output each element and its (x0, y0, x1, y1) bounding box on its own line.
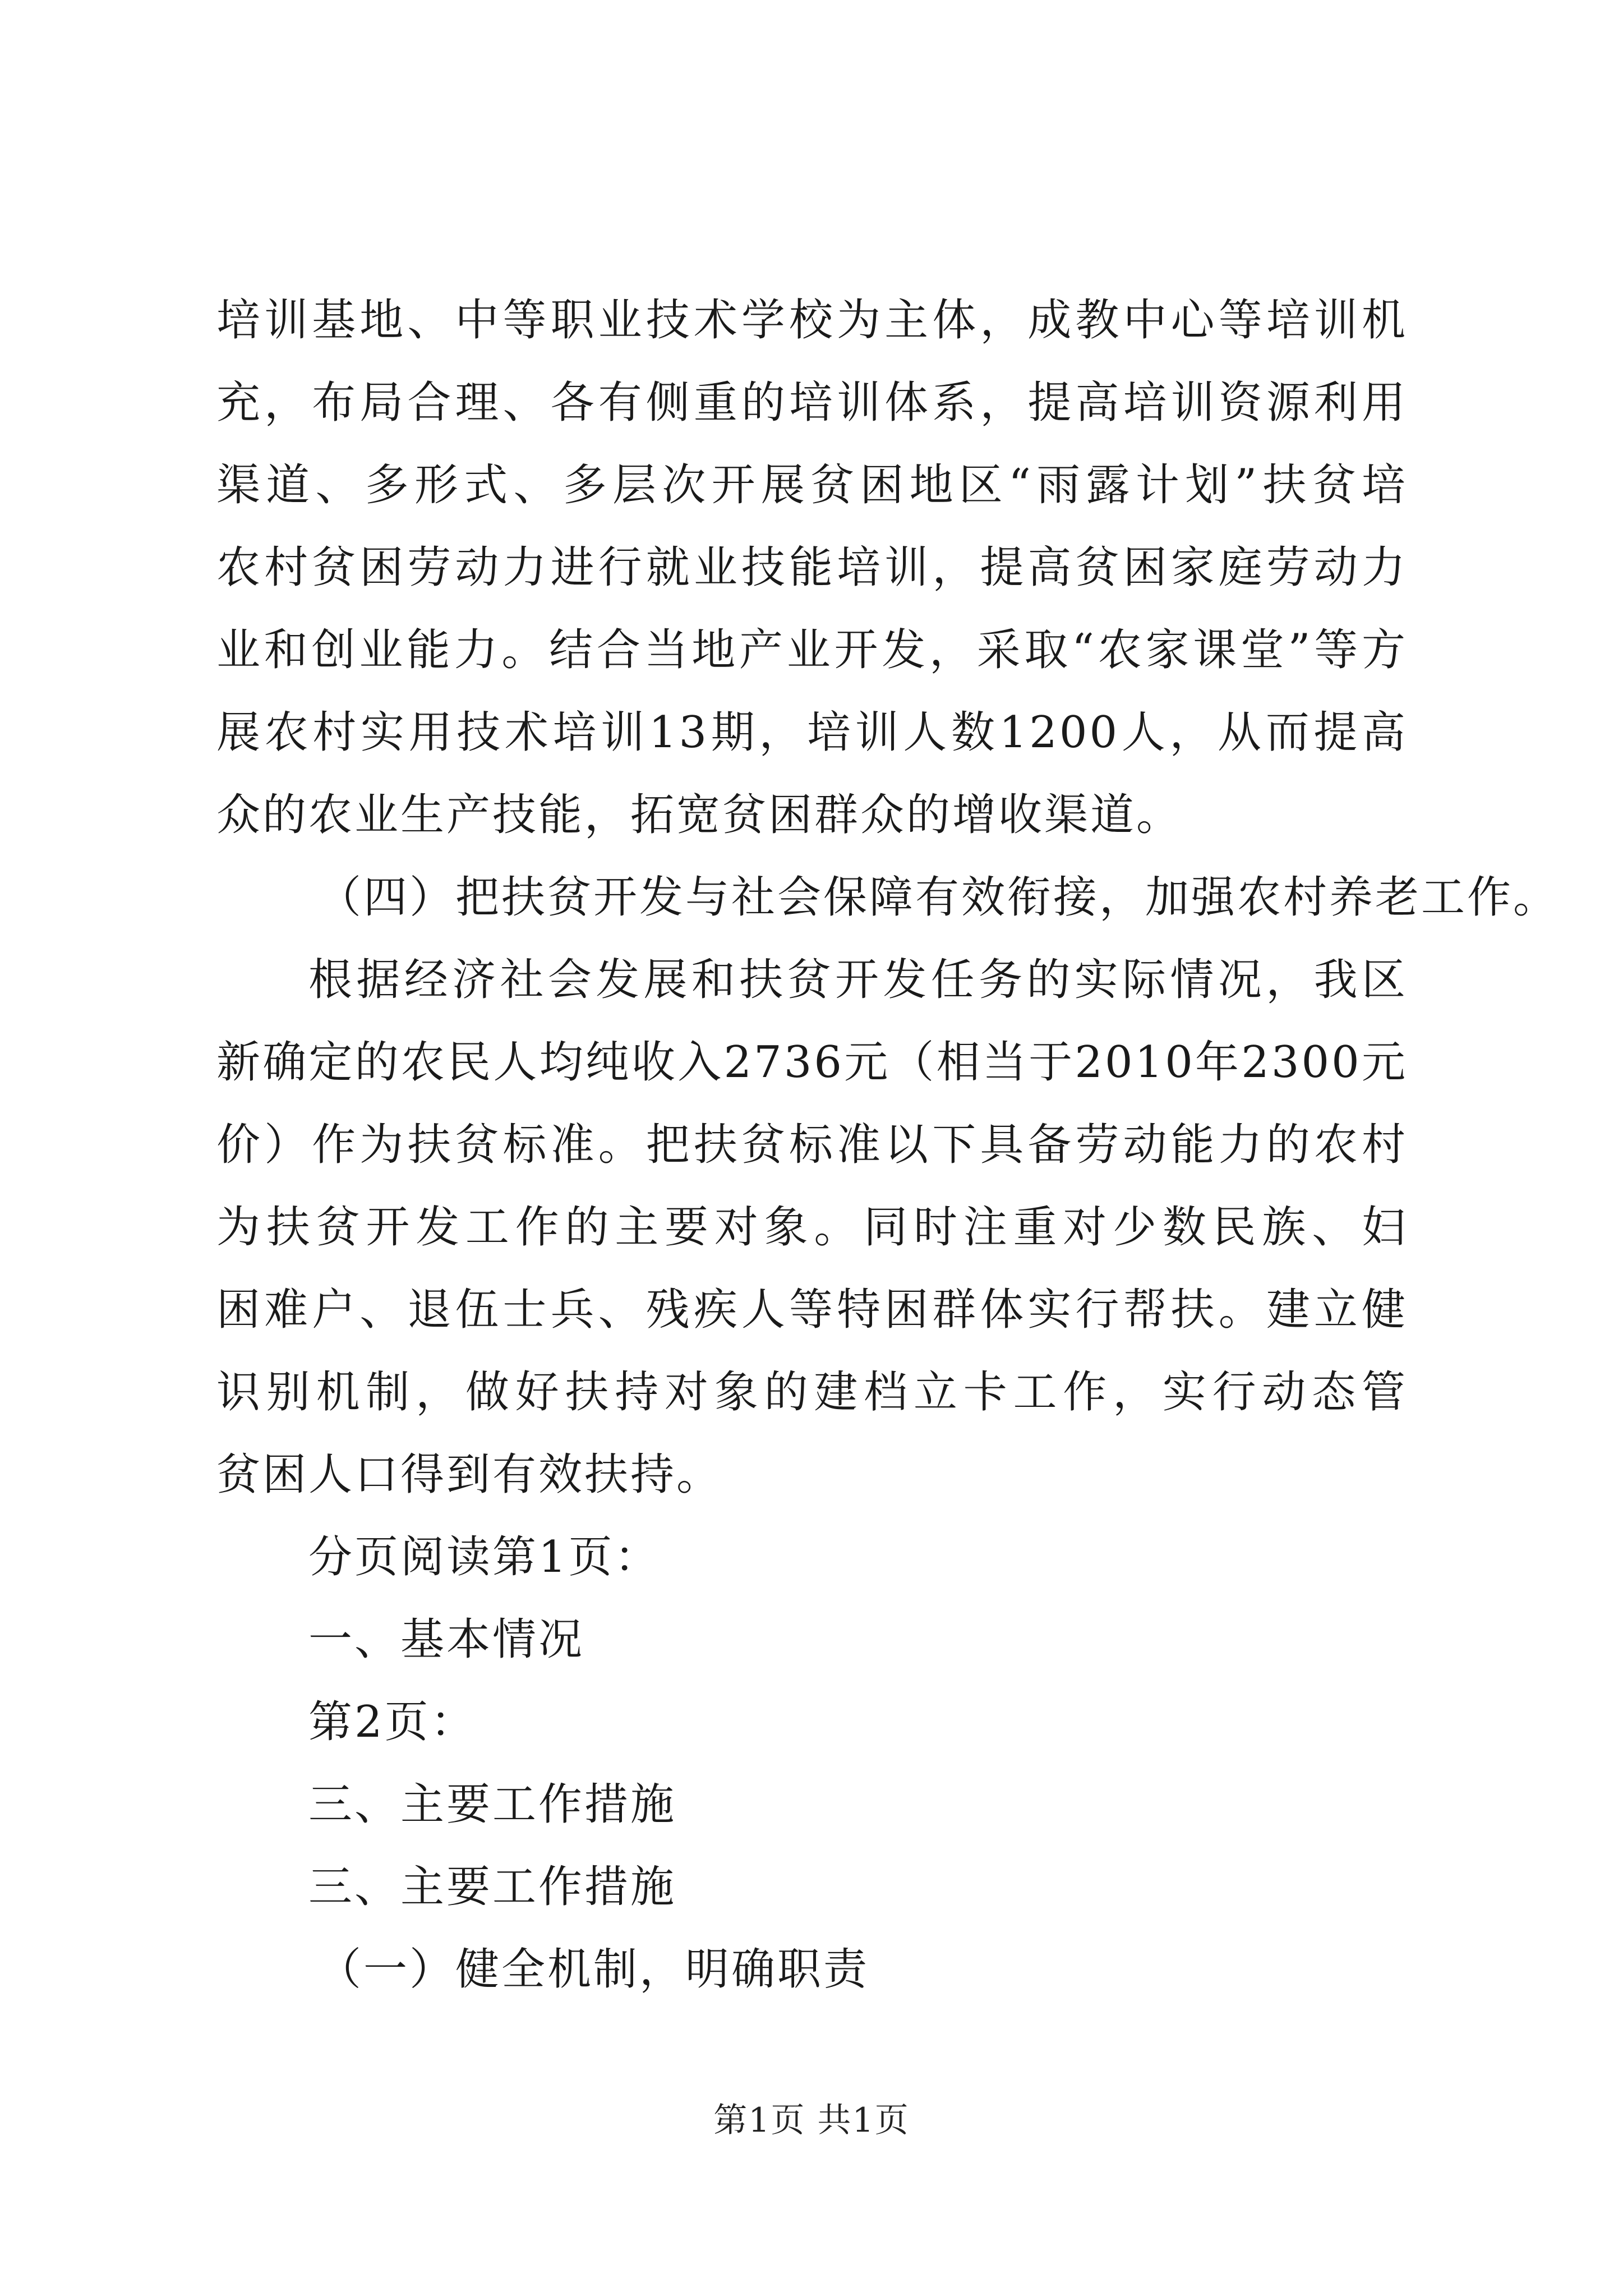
document-body (216, 279, 1560, 2011)
toc-item[interactable]: （一）健全机制，明确职责 (317, 1944, 870, 1995)
paragraph-line: 识别机制，做好扶持对象的建档立卡工作，实行动态管 (216, 1367, 1408, 1418)
page-footer: 第1页 共1页 (713, 2101, 910, 2140)
paragraph-line: 培训基地、中等职业技术学校为主体，成教中心等培训机 (216, 295, 1408, 346)
paragraph-line: 根据经济社会发展和扶贫开发任务的实际情况，我区 (308, 955, 1408, 1005)
paragraph-line: 充，布局合理、各有侧重的培训体系，提高培训资源利用 (216, 378, 1408, 428)
paragraph-line: 贫困人口得到有效扶持。 (216, 1450, 723, 1500)
paragraph-line: 渠道、多形式、多层次开展贫困地区“雨露计划”扶贫培 (216, 460, 1408, 510)
paragraph-line: 为扶贫开发工作的主要对象。同时注重对少数民族、妇 (216, 1202, 1408, 1253)
paragraph-line: 农村贫困劳动力进行就业技能培训，提高贫困家庭劳动力 (216, 542, 1408, 593)
paragraph-line: 展农村实用技术培训13期，培训人数1200人，从而提高 (216, 707, 1408, 758)
toc-item[interactable]: 三、主要工作措施 (308, 1779, 677, 1830)
toc-item[interactable]: 三、主要工作措施 (308, 1862, 677, 1912)
paragraph-line: 众的农业生产技能，拓宽贫困群众的增收渠道。 (216, 790, 1183, 840)
toc-item[interactable]: 分页阅读第1页： (308, 1532, 661, 1582)
section-heading: （四）把扶贫开发与社会保障有效衔接，加强农村养老工作。 (317, 872, 1560, 923)
paragraph-line: 业和创业能力。结合当地产业开发，采取“农家课堂”等方 (216, 625, 1408, 675)
paragraph-line: 价）作为扶贫标准。把扶贫标准以下具备劳动能力的农村 (216, 1120, 1408, 1170)
paragraph-line: 困难户、退伍士兵、残疾人等特困群体实行帮扶。建立健 (216, 1285, 1408, 1335)
toc-item[interactable]: 第2页： (308, 1697, 477, 1747)
paragraph-line: 新确定的农民人均纯收入2736元（相当于2010年2300元 (216, 1037, 1408, 1088)
toc-item[interactable]: 一、基本情况 (308, 1614, 585, 1665)
